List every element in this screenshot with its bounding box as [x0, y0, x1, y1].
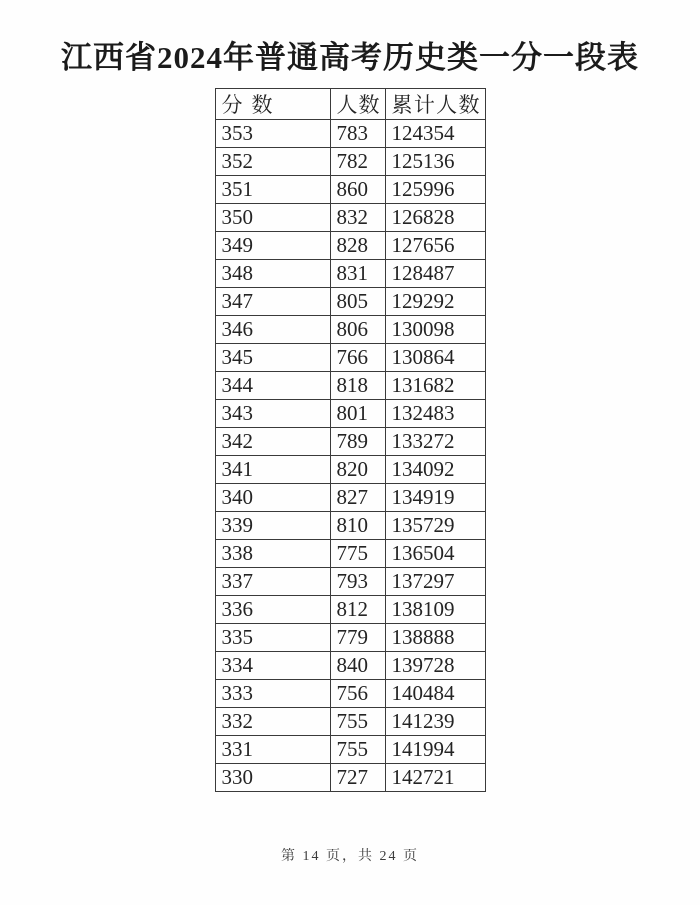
table-cell: 350	[215, 204, 330, 232]
table-row	[215, 764, 485, 792]
table-cell: 755	[330, 736, 385, 764]
table-cell: 827	[330, 484, 385, 512]
table-row	[215, 456, 485, 484]
table-cell: 789	[330, 428, 385, 456]
table-cell: 352	[215, 148, 330, 176]
table-row	[215, 232, 485, 260]
table-cell: 806	[330, 316, 385, 344]
table-cell: 348	[215, 260, 330, 288]
table-cell: 805	[330, 288, 385, 316]
table-cell: 344	[215, 372, 330, 400]
table-cell: 818	[330, 372, 385, 400]
table-cell: 832	[330, 204, 385, 232]
page-title: 江西省2024年普通高考历史类一分一段表	[61, 40, 639, 75]
table-cell: 135729	[385, 512, 485, 540]
table-cell: 138888	[385, 624, 485, 652]
table-cell: 330	[215, 764, 330, 792]
table-cell: 132483	[385, 400, 485, 428]
table-row	[215, 260, 485, 288]
table-cell: 810	[330, 512, 385, 540]
table-cell: 349	[215, 232, 330, 260]
table-cell: 801	[330, 400, 385, 428]
table-cell: 130864	[385, 344, 485, 372]
table-cell: 828	[330, 232, 385, 260]
table-cell: 332	[215, 708, 330, 736]
table-cell: 346	[215, 316, 330, 344]
table-row	[215, 708, 485, 736]
table-cell: 334	[215, 652, 330, 680]
table-cell: 139728	[385, 652, 485, 680]
table-cell: 134092	[385, 456, 485, 484]
table-cell: 831	[330, 260, 385, 288]
table-cell: 860	[330, 176, 385, 204]
table-cell: 341	[215, 456, 330, 484]
table-cell: 347	[215, 288, 330, 316]
table-cell: 779	[330, 624, 385, 652]
table-row	[215, 624, 485, 652]
table-row	[215, 148, 485, 176]
table-cell: 342	[215, 428, 330, 456]
table-cell: 125136	[385, 148, 485, 176]
table-cell: 340	[215, 484, 330, 512]
table-cell: 331	[215, 736, 330, 764]
table-cell: 345	[215, 344, 330, 372]
table-cell: 840	[330, 652, 385, 680]
table-cell: 133272	[385, 428, 485, 456]
table-row	[215, 540, 485, 568]
header-row	[215, 89, 485, 120]
table-cell: 782	[330, 148, 385, 176]
table-cell: 793	[330, 568, 385, 596]
table-row	[215, 204, 485, 232]
table-cell: 335	[215, 624, 330, 652]
column-header: 累计人数	[385, 89, 485, 120]
table-cell: 812	[330, 596, 385, 624]
table-cell: 333	[215, 680, 330, 708]
table-row	[215, 596, 485, 624]
table-header	[215, 89, 485, 120]
table-cell: 141239	[385, 708, 485, 736]
table-row	[215, 484, 485, 512]
table-cell: 755	[330, 708, 385, 736]
table-cell: 337	[215, 568, 330, 596]
table-cell: 140484	[385, 680, 485, 708]
table-cell: 128487	[385, 260, 485, 288]
table-cell: 339	[215, 512, 330, 540]
table-row	[215, 316, 485, 344]
table-cell: 775	[330, 540, 385, 568]
table-cell: 124354	[385, 120, 485, 148]
table-cell: 125996	[385, 176, 485, 204]
table-cell: 353	[215, 120, 330, 148]
table-row	[215, 568, 485, 596]
page-footer: 第 14 页，共 24 页	[281, 849, 419, 864]
table-row	[215, 176, 485, 204]
table-cell: 756	[330, 680, 385, 708]
table-cell: 126828	[385, 204, 485, 232]
table-cell: 351	[215, 176, 330, 204]
table-cell: 129292	[385, 288, 485, 316]
table-cell: 130098	[385, 316, 485, 344]
table-cell: 141994	[385, 736, 485, 764]
table-cell: 136504	[385, 540, 485, 568]
table-cell: 820	[330, 456, 385, 484]
table-row	[215, 120, 485, 148]
table-cell: 766	[330, 344, 385, 372]
table-cell: 137297	[385, 568, 485, 596]
table-cell: 131682	[385, 372, 485, 400]
table-cell: 142721	[385, 764, 485, 792]
table-cell: 134919	[385, 484, 485, 512]
table-body	[215, 120, 485, 792]
table-row	[215, 512, 485, 540]
table-cell: 727	[330, 764, 385, 792]
table-row	[215, 680, 485, 708]
score-table	[215, 88, 486, 792]
column-header: 人数	[330, 89, 385, 120]
column-header: 分数	[215, 89, 330, 120]
table-cell: 336	[215, 596, 330, 624]
table-row	[215, 372, 485, 400]
table-cell: 127656	[385, 232, 485, 260]
table-row	[215, 344, 485, 372]
table-cell: 338	[215, 540, 330, 568]
table-row	[215, 736, 485, 764]
table-cell: 343	[215, 400, 330, 428]
table-row	[215, 288, 485, 316]
table-row	[215, 400, 485, 428]
table-cell: 783	[330, 120, 385, 148]
table-cell: 138109	[385, 596, 485, 624]
table-row	[215, 428, 485, 456]
table-row	[215, 652, 485, 680]
